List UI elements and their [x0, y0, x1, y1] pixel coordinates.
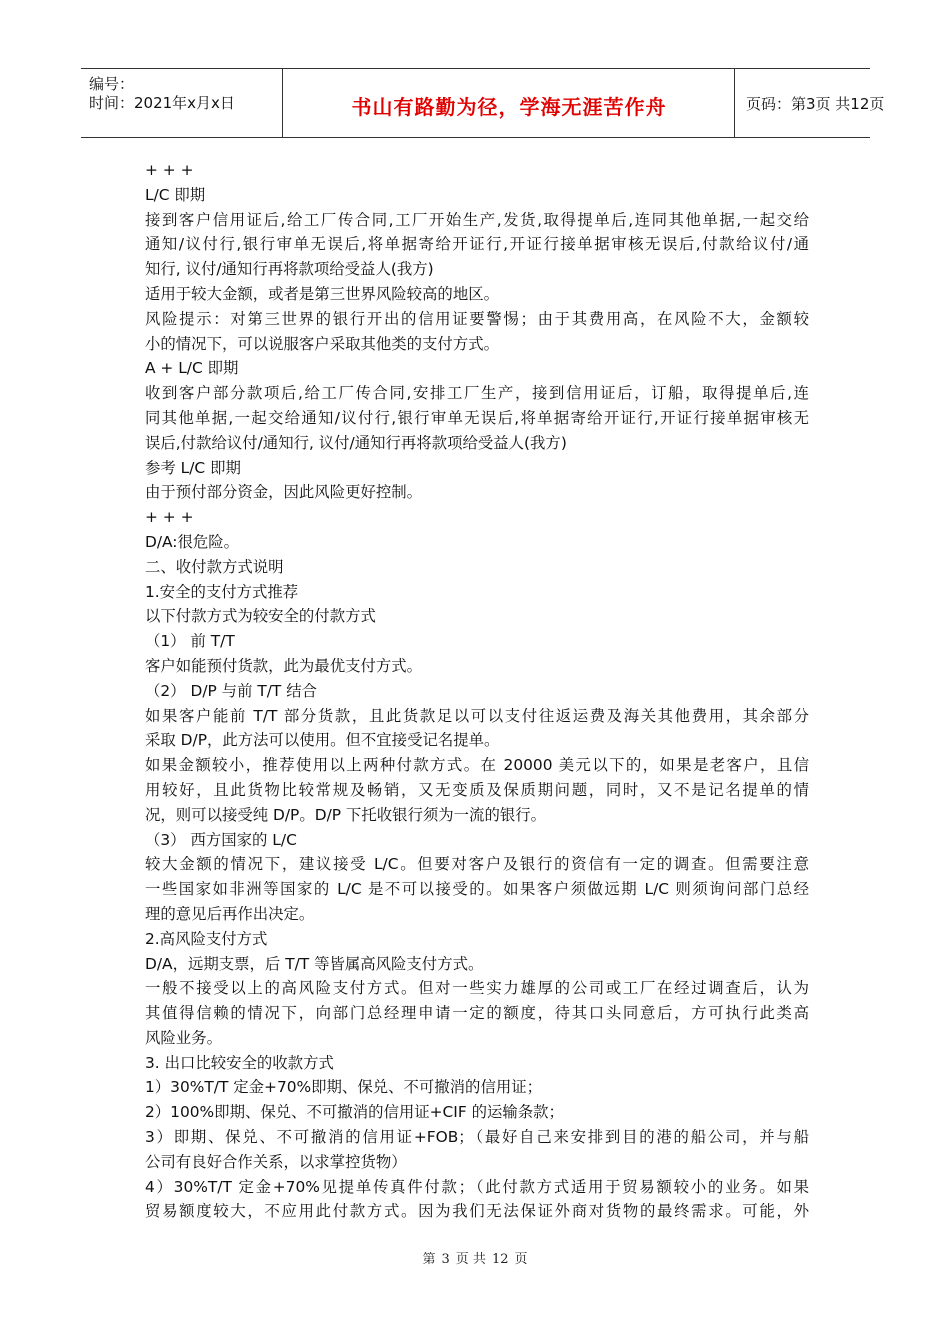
text-line: 以下付款方式为较安全的付款方式	[145, 607, 376, 626]
page-header	[81, 68, 885, 138]
text-line: 一些国家如非洲等国家的 L/C 是不可以接受的。如果客户须做远期 L/C 则须询问部门总经	[145, 880, 809, 899]
text-line: 理的意见后再作出决定。	[145, 904, 315, 923]
text-line: 2.高风险支付方式	[145, 929, 268, 948]
text-line: 客户如能预付货款，此为最优支付方式。	[145, 656, 423, 675]
header-motto: 书山有路勤为径，学海无涯苦作舟	[351, 95, 667, 119]
header-motto-cell	[284, 69, 735, 137]
text-line: 1.安全的支付方式推荐	[145, 582, 299, 601]
text-line: 公司有良好合作关系，以求掌控货物）	[145, 1152, 407, 1171]
text-line: D/A，远期支票，后 T/T 等皆属高风险支付方式。	[145, 954, 484, 973]
text-line: L/C 即期	[145, 185, 206, 204]
text-line: + + +	[145, 508, 194, 527]
text-line: 采取 D/P，此方法可以使用。但不宜接受记名提单。	[145, 731, 500, 750]
document-body	[145, 158, 809, 1224]
footer-page-number: 3	[441, 1252, 450, 1267]
text-line: 适用于较大金额，或者是第三世界风险较高的地区。	[145, 284, 499, 303]
footer-mid: 页 共	[455, 1252, 486, 1267]
text-line: 3. 出口比较安全的收款方式	[145, 1053, 334, 1072]
footer-prefix: 第	[422, 1252, 436, 1267]
text-line: 误后,付款给议付/通知行, 议付/通知行再将款项给受益人(我方)	[145, 433, 567, 452]
text-line: 小的情况下，可以说服客户采取其他类的支付方式。	[145, 334, 499, 353]
text-line: 风险提示：对第三世界的银行开出的信用证要警惕；由于其费用高，在风险不大，金额较	[145, 309, 809, 328]
header-page-info: 页码：第3页 共12页	[746, 95, 885, 113]
text-line: 其值得信赖的情况下，向部门总经理申请一定的额度，待其口头同意后，方可执行此类高	[145, 1004, 809, 1023]
text-line: 由于预付部分资金，因此风险更好控制。	[145, 483, 423, 502]
text-line: （3） 西方国家的 L/C	[145, 830, 297, 849]
text-line: 同其他单据,一起交给通知/议付行,银行审单无误后,将单据寄给开证行,开证行接单据审核无	[145, 408, 809, 427]
text-line: + + +	[145, 161, 194, 179]
text-line: 一般不接受以上的高风险支付方式。但对一些实力雄厚的公司或工厂在经过调查后，认为	[145, 979, 809, 998]
text-line: A + L/C 即期	[145, 359, 239, 378]
text-line: 较大金额的情况下，建议接受 L/C。但要对客户及银行的资信有一定的调查。但需要注意	[145, 855, 809, 874]
text-line: 况，则可以接受纯 D/P。D/P 下托收银行须为一流的银行。	[145, 805, 547, 824]
document-number-label: 编号：	[89, 75, 135, 93]
text-line: 贸易额度较大，不应用此付款方式。因为我们无法保证外商对货物的最终需求。可能，外	[145, 1202, 809, 1221]
text-line: 二、收付款方式说明	[145, 557, 284, 576]
text-line: 3）即期、保兑、不可撤消的信用证+FOB；（最好自己来安排到目的港的船公司，并与船	[145, 1128, 809, 1147]
text-line: 风险业务。	[145, 1028, 222, 1047]
text-line: 4）30%T/T 定金+70%见提单传真件付款；（此付款方式适用于贸易额较小的业务。如果	[145, 1177, 809, 1196]
text-line: 如果金额较小，推荐使用以上两种付款方式。在 20000 美元以下的，如果是老客户，且信	[145, 756, 809, 775]
text-line: 如果客户能前 T/T 部分货款，且此货款足以可以支付往返运费及海关其他费用，其余部分	[145, 706, 809, 725]
header-page-cell	[736, 69, 885, 137]
text-line: 知行, 议付/通知行再将款项给受益人(我方)	[145, 260, 434, 279]
text-line: 收到客户部分款项后,给工厂传合同,安排工厂生产，接到信用证后，订船，取得提单后,连	[145, 384, 809, 403]
text-line: 接到客户信用证后,给工厂传合同,工厂开始生产,发货,取得提单后,连同其他单据,一起交给	[145, 210, 809, 229]
text-line: （1） 前 T/T	[145, 632, 235, 651]
text-line: （2） D/P 与前 T/T 结合	[145, 681, 318, 700]
text-line: 参考 L/C 即期	[145, 458, 241, 477]
text-line: D/A:很危险。	[145, 532, 240, 551]
footer-total-pages: 12	[491, 1252, 509, 1267]
text-line: 用较好，且此货物比较常规及畅销，又无变质及保质期问题，同时，又不是记名提单的情	[145, 780, 809, 799]
text-line: 通知/议付行,银行审单无误后,将单据寄给开证行,开证行接单据审核无误后,付款给议付/通	[145, 235, 809, 254]
footer-suffix: 页	[514, 1252, 528, 1267]
header-meta-cell	[81, 69, 283, 137]
document-date-label: 时间：2021年x月x日	[89, 94, 235, 112]
page-footer	[0, 1248, 950, 1267]
text-line: 2）100%即期、保兑、不可撤消的信用证+CIF 的运输条款；	[145, 1103, 564, 1122]
text-line: 1）30%T/T 定金+70%即期、保兑、不可撤消的信用证；	[145, 1078, 543, 1097]
